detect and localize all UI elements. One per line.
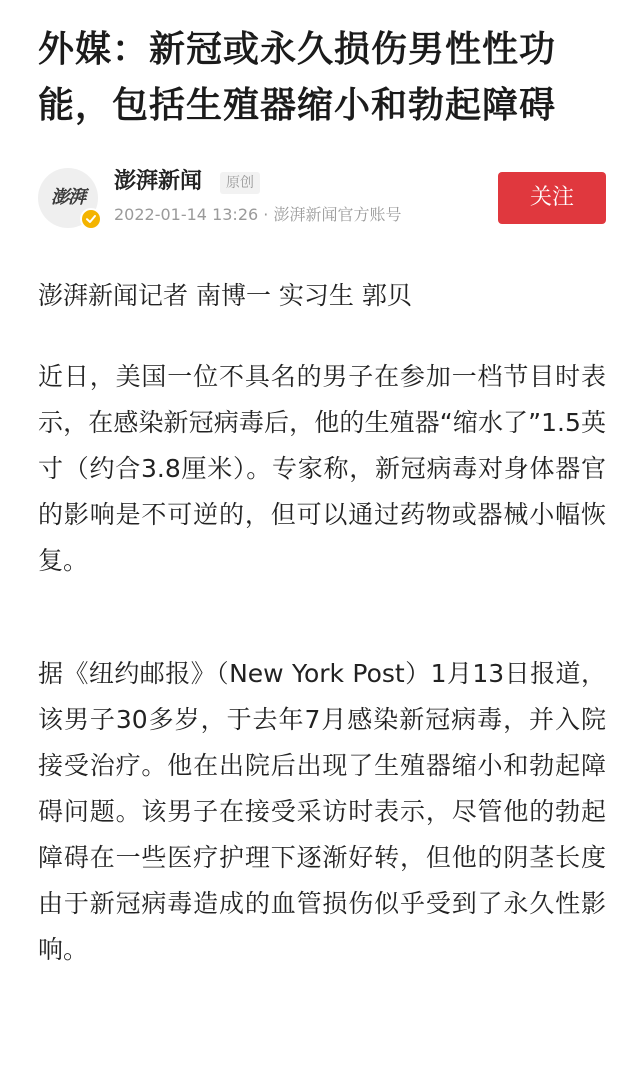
publish-meta: 2022-01-14 13:26 · 澎湃新闻官方账号 — [114, 205, 402, 224]
follow-button[interactable]: 关注 — [498, 172, 606, 224]
article-paragraph: 据《纽约邮报》（New York Post）1月13日报道，该男子30多岁，于去年7月感染新冠病毒，并入院接受治疗。他在出院后出现了生殖器缩小和勃起障碍问题。该男子在接受采访时表示，尽管他的勃起障碍在一些医疗护理下逐渐好转，但他的阴茎长度由于新冠病毒造成的血管损伤似乎受到了永久性影响。 — [38, 659, 606, 964]
author-row — [38, 162, 606, 236]
original-badge: 原创 — [220, 172, 260, 194]
avatar-logo-text: 澎湃 — [51, 187, 85, 208]
article-paragraph: 近日，美国一位不具名的男子在参加一档节目时表示，在感染新冠病毒后，他的生殖器“缩水了”1.5英寸（约合3.8厘米）。专家称，新冠病毒对身体器官的影响是不可逆的，但可以通过药物或器械小幅恢复。 — [38, 362, 606, 575]
article-byline: 澎湃新闻记者 南博一 实习生 郭贝 — [38, 281, 412, 310]
avatar[interactable] — [38, 168, 98, 228]
author-name[interactable]: 澎湃新闻 — [114, 169, 203, 194]
article-title: 外媒：新冠或永久损伤男性性功能，包括生殖器缩小和勃起障碍 — [38, 29, 557, 126]
verified-check-icon — [80, 208, 102, 230]
